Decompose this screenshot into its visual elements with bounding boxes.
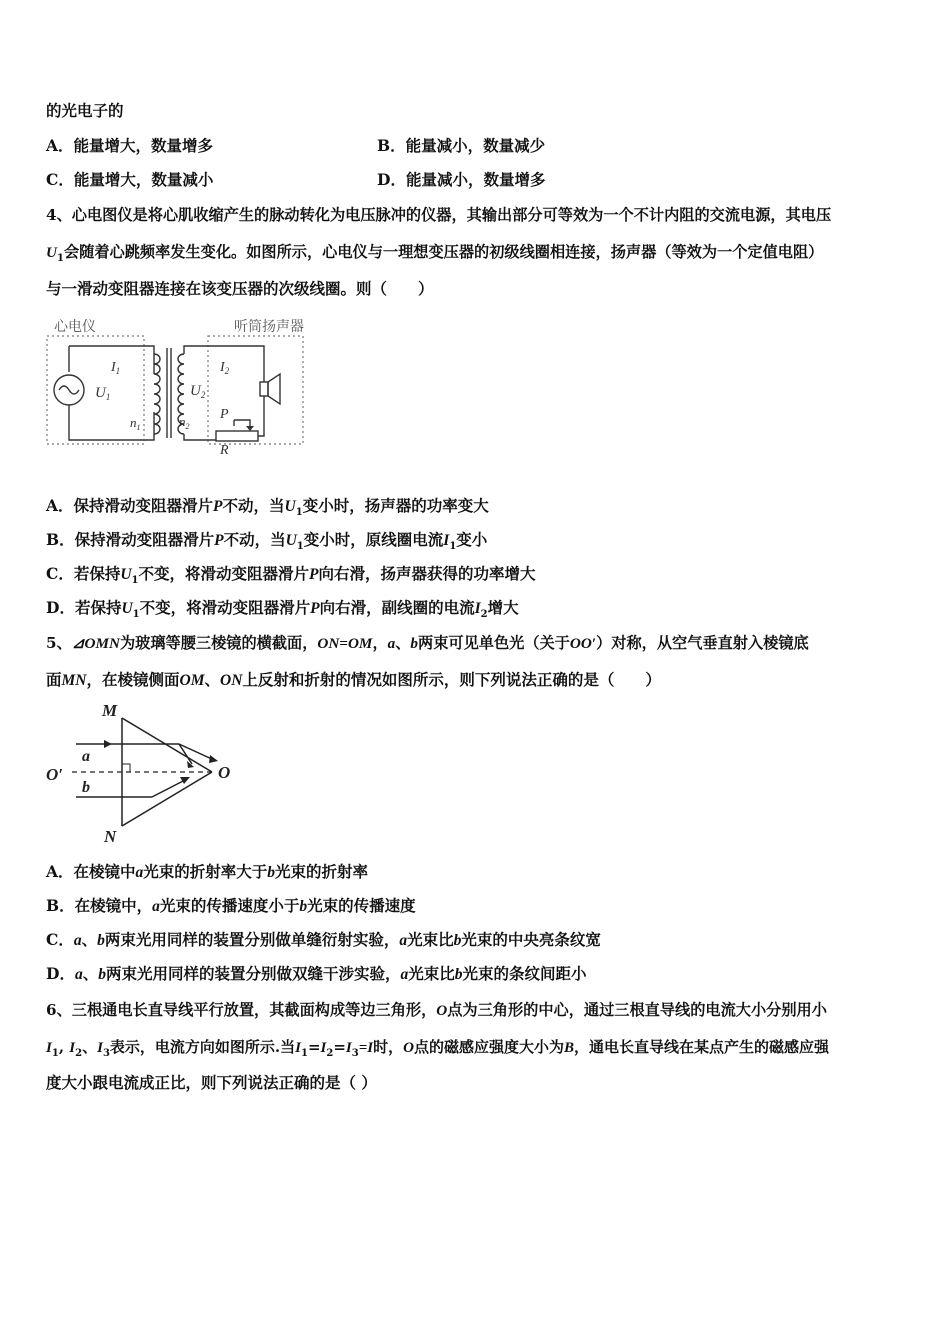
label-b: b [82,779,90,796]
label-U2: $U_2$ [190,383,206,400]
q4-option-b: B．保持滑动变阻器滑片P不动，当$U_1$变小时，原线圈电流$I_1$变小 [46,530,488,553]
q4-stem-line1: 4、心电图仪是将心肌收缩产生的脉动转化为电压脉冲的仪器，其输出部分可等效为一个不计内阻的交流电源，其电压 [46,206,832,224]
q4-option-d: D．若保持$U_1$不变，将滑动变阻器滑片P向右滑，副线圈的电流$I_2$增大 [46,598,519,621]
q5-stem-line1: 5、⊿OMN为玻璃等腰三棱镜的横截面，ON=OM，a、b两束可见单色光（关于OO′）对称，从空气垂直射入棱镜底 [46,634,809,652]
label-speaker: 听筒扬声器 [234,320,304,335]
label-N: N [104,827,117,846]
q4-stem-line2: $U_1$会随着心跳频率发生变化。如图所示，心电仪与一理想变压器的初级线圈相连接，扬声器（等效为一个定值电阻） [46,243,824,265]
q4-circuit-figure [44,314,314,456]
q3-tail-text: 的光电子的 [46,101,124,120]
q5-option-c: C．a、b两束光用同样的装置分别做单缝衍射实验，a光束比b光束的中央亮条纹宽 [46,930,601,949]
q5-stem-line2: 面MN，在棱镜侧面OM、ON上反射和折射的情况如图所示，则下列说法正确的是（ ） [46,670,661,689]
q5-prism-figure [44,700,244,848]
label-a: a [82,748,90,765]
label-M: M [102,701,118,720]
q5-option-b: B．在棱镜中，a光束的传播速度小于b光束的传播速度 [46,896,416,915]
label-I2: $I_2$ [220,360,230,376]
q4-option-c: C．若保持$U_1$不变，将滑动变阻器滑片P向右滑，扬声器获得的功率增大 [46,564,536,587]
q3-option-d: D．能量减小，数量增多 [377,170,546,189]
q5-option-d: D．a、b两束光用同样的装置分别做双缝干涉实验，a光束比b光束的条纹间距小 [46,964,587,983]
q6-stem-line2: $I_1$, $I_2$、$I_3$表示，电流方向如图所示.当$I_1=I_2=I_3=I$时，O点的磁感应强度大小为B，通电长直导线在某点产生的磁感应强 [46,1038,830,1059]
label-O: O [218,763,231,782]
q5-option-a: A．在棱镜中a光束的折射率大于b光束的折射率 [46,862,369,881]
label-U1: $U_1$ [95,385,111,402]
q4-option-a: A．保持滑动变阻器滑片P不动，当$U_1$变小时，扬声器的功率变大 [46,496,489,519]
label-Oprime: O′ [46,765,64,784]
q6-stem-line1: 6、三根通电长直导线平行放置，其截面构成等边三角形，O点为三角形的中心，通过三根直导线的电流大小分别用小 [46,1001,827,1019]
label-ecg: 心电仪 [54,320,96,335]
q3-option-a: A．能量增大，数量增多 [46,136,214,155]
label-n1: $n_1$ [130,415,141,432]
label-P: P [220,407,229,422]
q3-option-c: C．能量增大，数量减小 [46,170,214,189]
q6-stem-line3: 度大小跟电流成正比，则下列说法正确的是（ ） [46,1073,377,1092]
label-n2: $n_2$ [179,414,190,431]
q3-option-b: B．能量减小，数量减少 [377,136,546,155]
label-R: R [220,443,229,456]
label-I1: $I_1$ [111,360,121,376]
q4-stem-line3: 与一滑动变阻器连接在该变压器的次级线圈。则（ ） [46,279,434,298]
